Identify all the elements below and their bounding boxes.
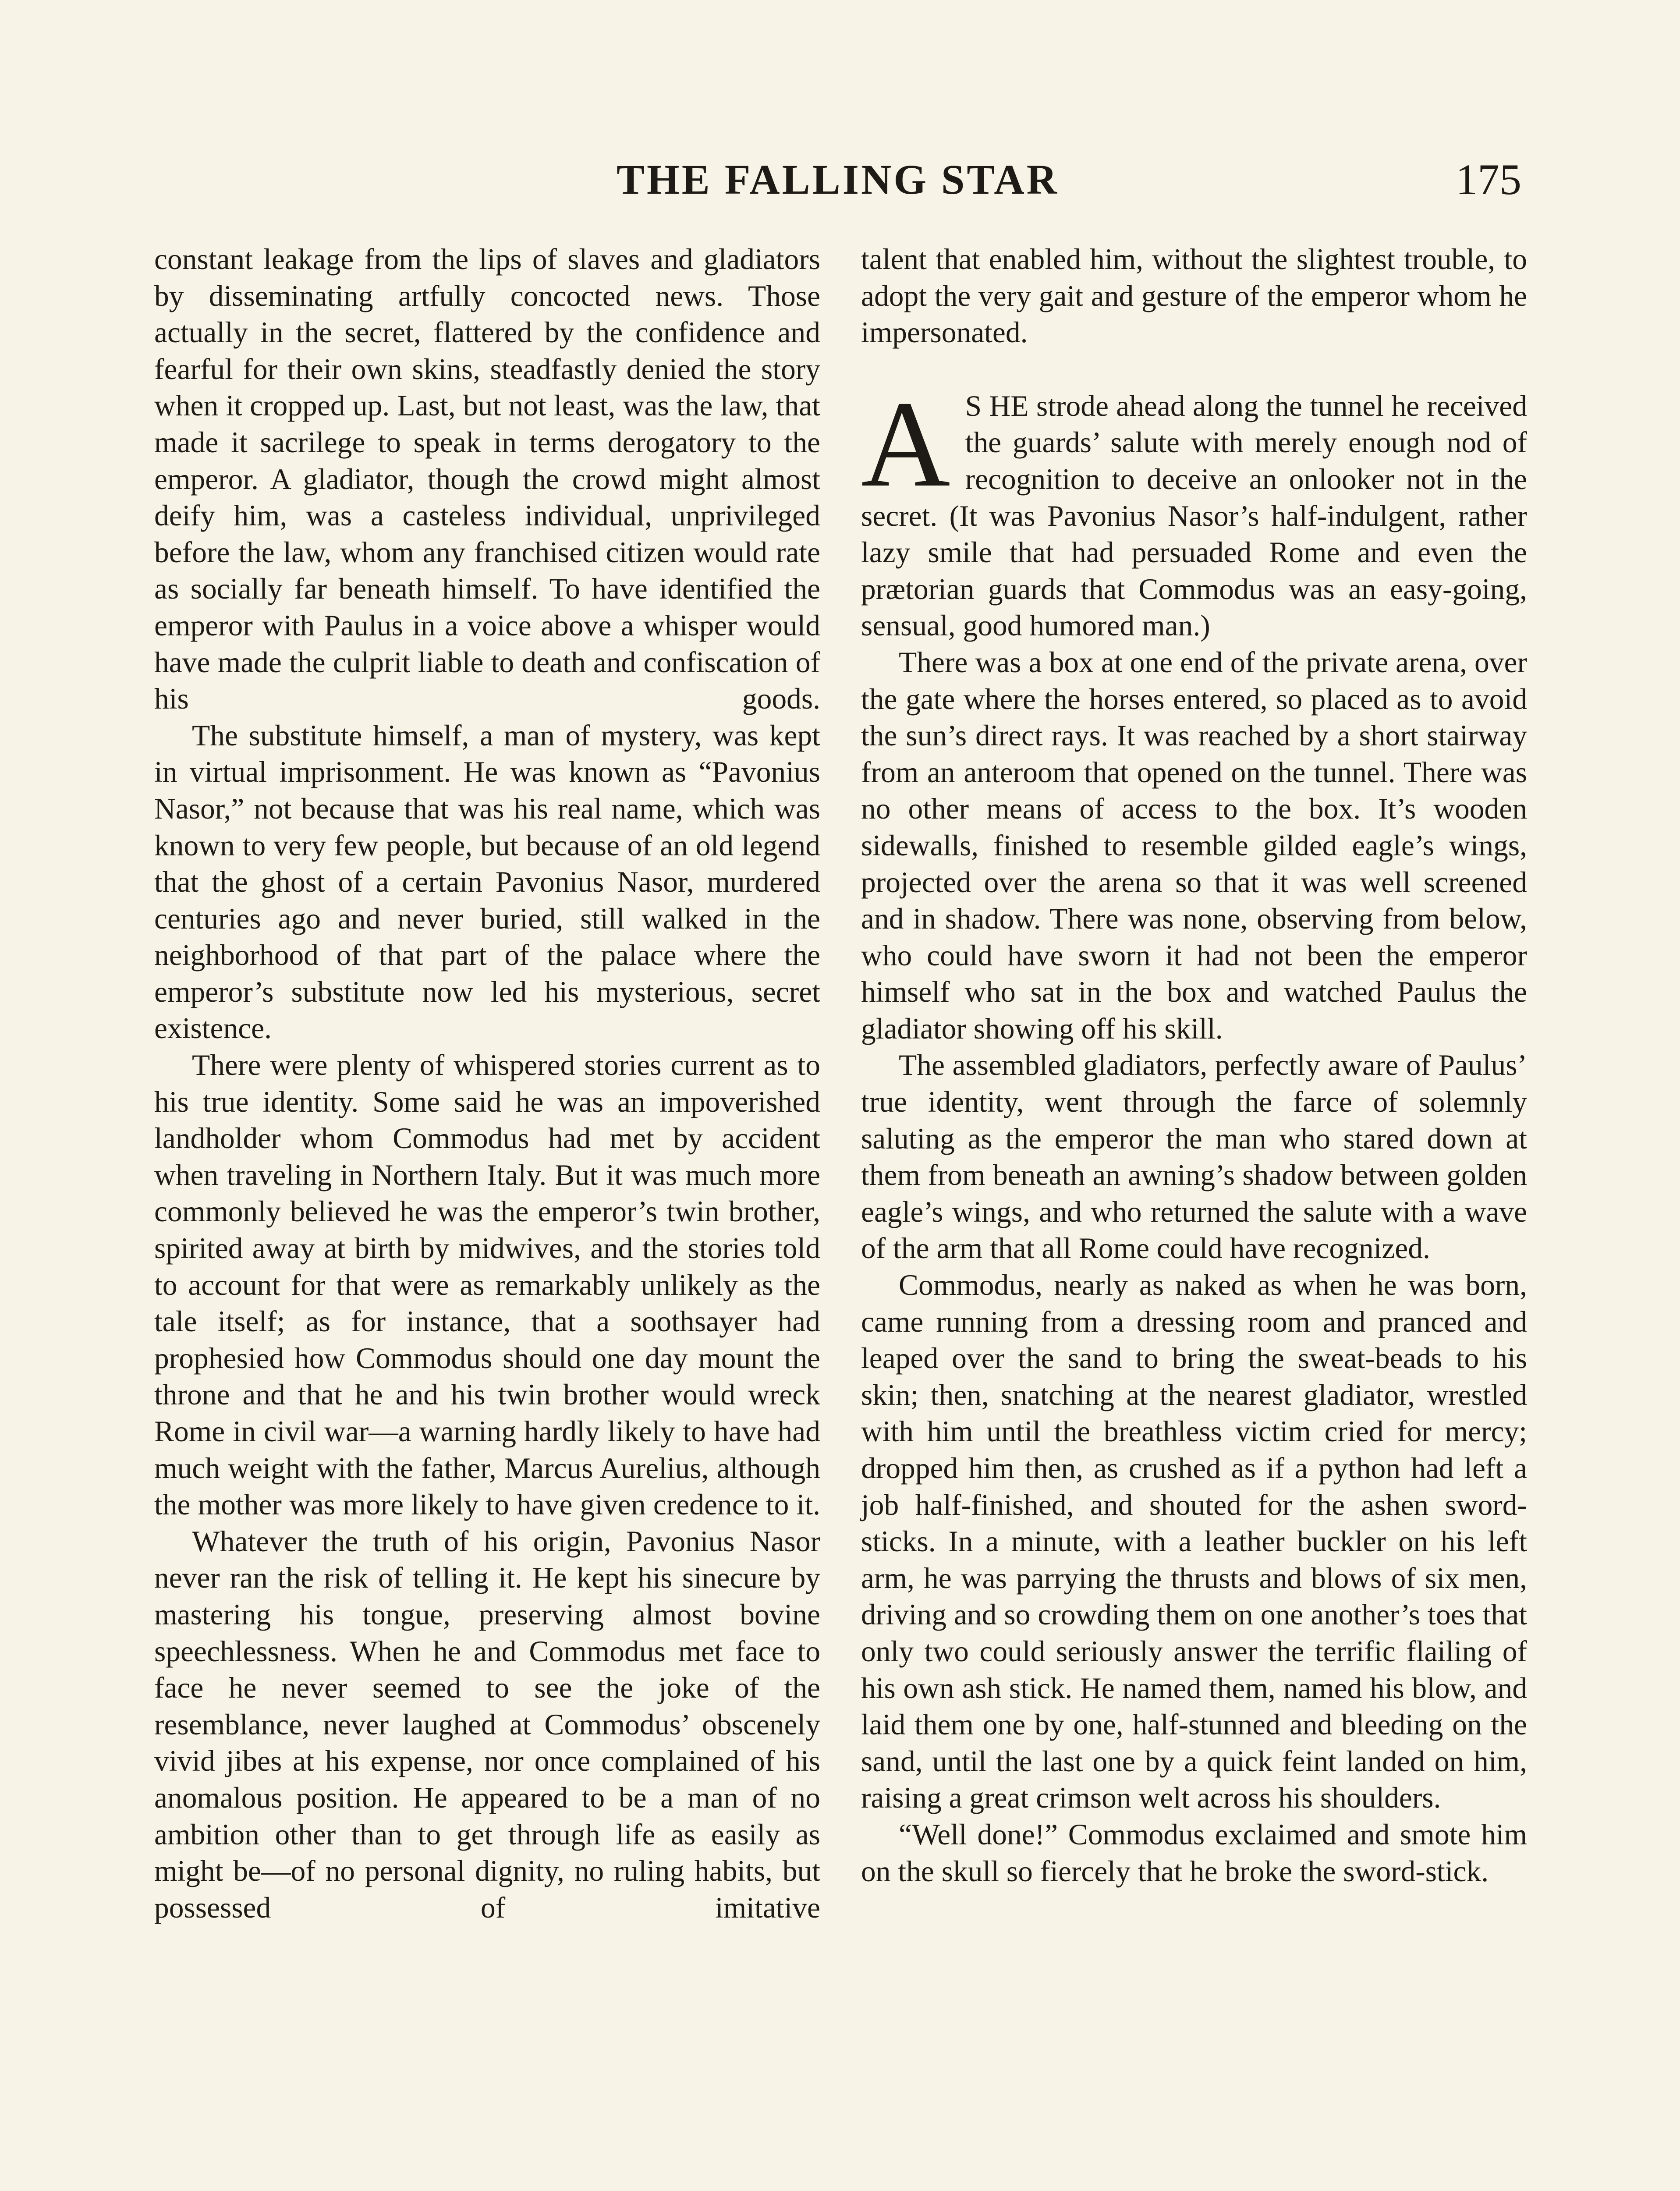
running-title: THE FALLING STAR bbox=[617, 156, 1059, 203]
section-opening-paragraph bbox=[861, 375, 1527, 644]
paragraph-text: S HE strode ahead along the tunnel he received the guards’ salute with merely enough nod of recognition to deceive an onlooker not in the secret. (It was Pavonius Nasor’s half-indulgent, rather lazy smile that had persuaded Rome and even the prætorian guards that Commodus was an easy-going, sensual, good humored man.) bbox=[861, 389, 1527, 642]
paragraph: There was a box at one end of the private arena, over the gate where the horses entered, so placed as to avoid the sun’s direct rays. It was reached by a short stairway from an anteroom that opened on the tunnel. There was no other means of access to the box. It’s wooden sidewalls, finished to resemble gilded eagle’s wings, projected over the arena so that it was well screened and in shadow. There was none, observing from below, who could have sworn it had not been the emperor himself who sat in the box and watched Paulus the gladiator showing off his skill. bbox=[861, 645, 1527, 1045]
paragraph: constant leakage from the lips of slaves and gladiators by disseminating artfully concocted news. Those actually in the secret, flattered by the confidence and fearful for their own skins, steadfastly denied the story when it cropped up. Last, but not least, was the law, that made it sacrilege to speak in terms derogatory to the emperor. A gladiator, though the crowd might almost deify him, was a casteless individual, unprivileged before the law, whom any franchised citizen would rate as socially far beneath himself. To have identified the emperor with Paulus in a voice above a whisper would have made the culprit liable to death and confiscation of his goods. bbox=[154, 243, 820, 716]
paragraph: The substitute himself, a man of mystery, was kept in virtual imprisonment. He was known as “Pavonius Nasor,” not because that was his real name, which was known to very few people, but because of an old legend that the ghost of a certain Pavonius Nasor, murdered centuries ago and never buried, still walked in the neighborhood of that part of the palace where the emperor’s substitute now led his mysterious, secret existence. bbox=[154, 719, 820, 1045]
paragraph: The assembled gladiators, perfectly aware of Paulus’ true identity, went through the farce of solemnly saluting as the emperor the man who stared down at them from beneath an awning’s shadow between golden eagle’s wings, and who returned the salute with a wave of the arm that all Rome could have recognized. bbox=[861, 1049, 1527, 1265]
right-column bbox=[861, 241, 1527, 1890]
page-number: 175 bbox=[1456, 155, 1521, 204]
paragraph: “Well done!” Commodus exclaimed and smote him on the skull so fiercely that he broke the sword-stick. bbox=[861, 1818, 1527, 1888]
paragraph: talent that enabled him, without the slightest trouble, to adopt the very gait and gesture of the emperor whom he impersonated. bbox=[861, 243, 1527, 349]
paragraph: Commodus, nearly as naked as when he was born, came running from a dressing room and pranced and leaped over the sand to bring the sweat-beads to his skin; then, snatching at the nearest gladiator, wrestled with him until the breathless victim cried for mercy; dropped him then, as crushed as if a python had left a job half-finished, and shouted for the ashen sword-sticks. In a minute, with a leather buckler on his left arm, he was parrying the thrusts and blows of six men, driving and so crowding them on one another’s toes that only two could seriously answer the terrific flailing of his own ash stick. He named them, named his blow, and laid them one by one, half-stunned and bleeding on the sand, until the last one by a quick feint landed on him, raising a great crimson welt across his shoulders. bbox=[861, 1269, 1527, 1815]
left-column bbox=[154, 241, 820, 1926]
paragraph: There were plenty of whispered stories current as to his true identity. Some said he was an impoverished landholder whom Commodus had met by accident when traveling in Northern Italy. But it was much more commonly believed he was the emperor’s twin brother, spirited away at birth by midwives, and the stories told to account for that were as remarkably unlikely as the tale itself; as for instance, that a soothsayer had prophesied how Commodus should one day mount the throne and that he and his twin brother would wreck Rome in civil war—a warning hardly likely to have had much weight with the father, Marcus Aurelius, although the mother was more likely to have given credence to it. bbox=[154, 1049, 820, 1521]
drop-cap: A bbox=[861, 375, 950, 512]
paragraph: Whatever the truth of his origin, Pavonius Nasor never ran the risk of telling it. He kept his sinecure by mastering his tongue, preserving almost bovine speechlessness. When he and Commodus met face to face he never seemed to see the joke of the resemblance, never laughed at Commodus’ obscenely vivid jibes at his expense, nor once complained of his anomalous position. He appeared to be a man of no ambition other than to get through life as easily as might be—of no personal dignity, no ruling habits, but possessed of imitative bbox=[154, 1524, 820, 1924]
page-header bbox=[154, 145, 1521, 215]
